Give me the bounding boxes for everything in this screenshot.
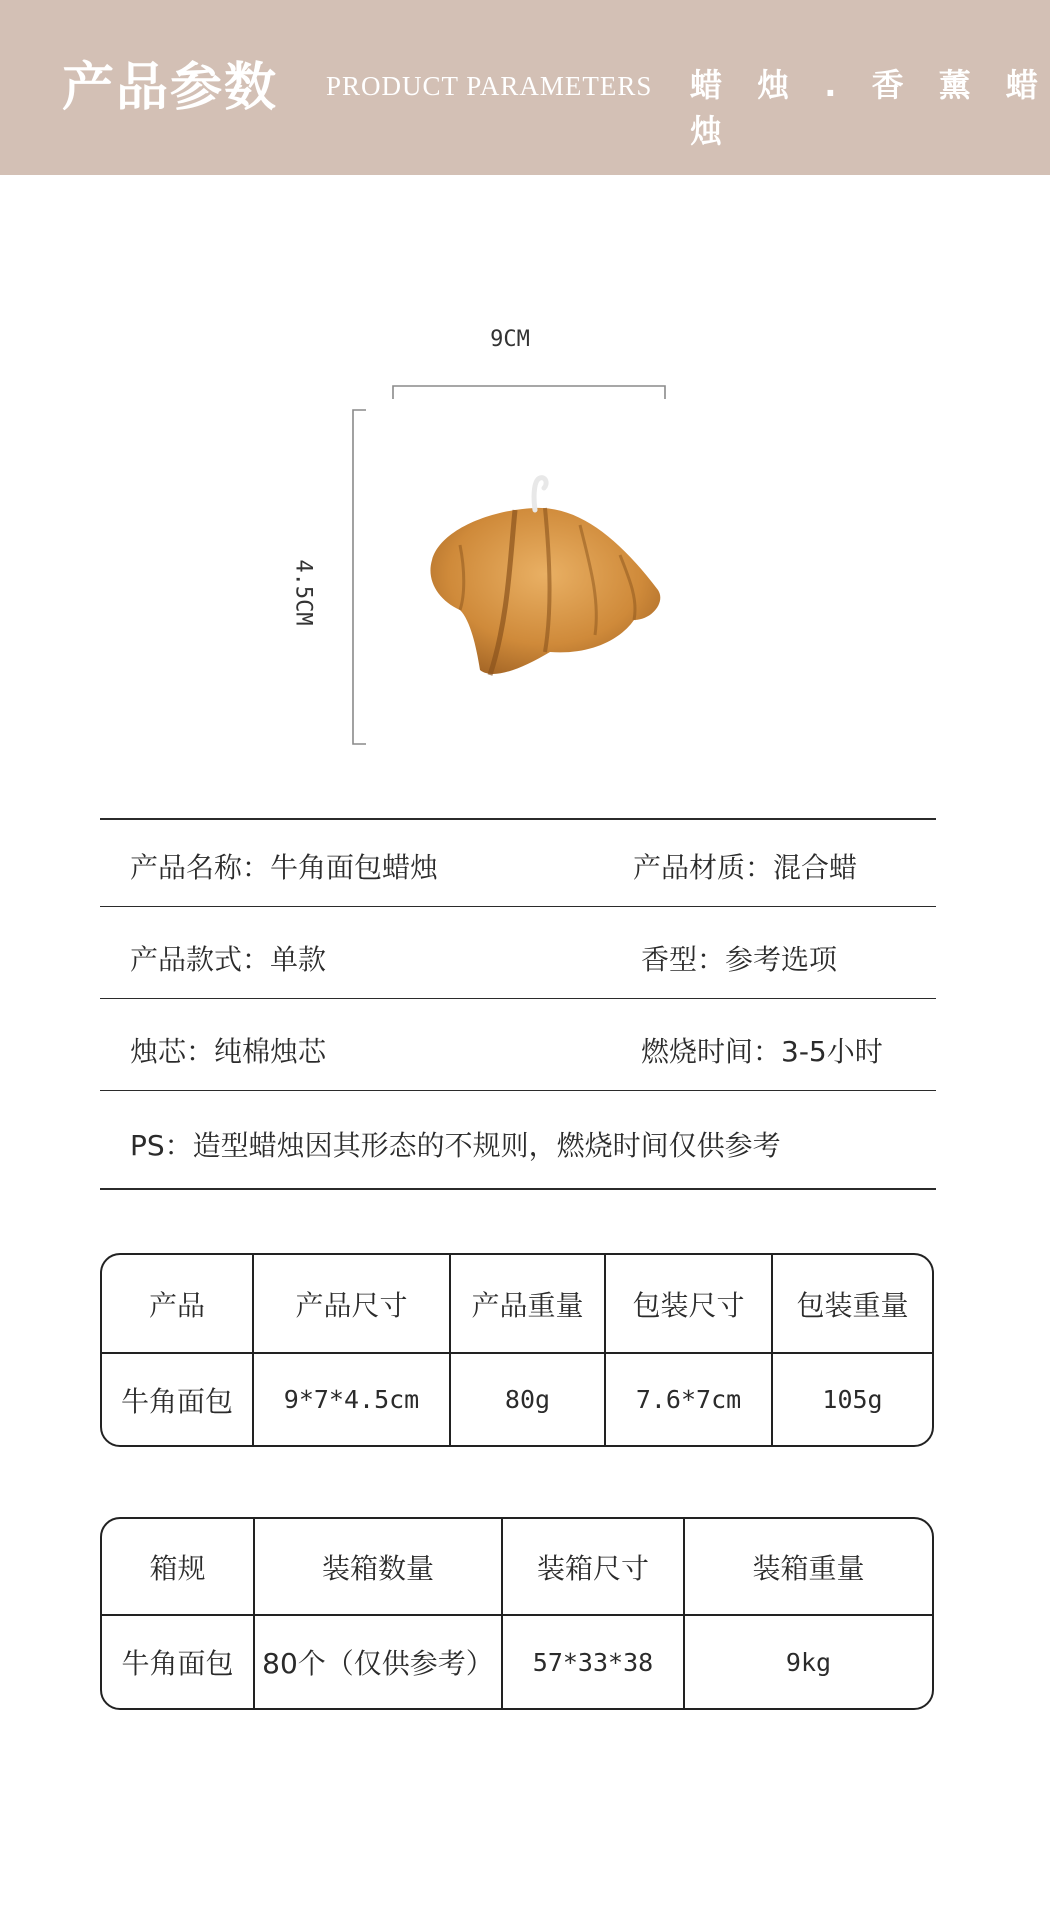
param-scent: 香型：参考选项 [641, 943, 838, 976]
table-header-cell: 箱规 [149, 1551, 206, 1585]
table-cell: 牛角面包 [121, 1647, 234, 1680]
croissant-candle-image [420, 470, 670, 690]
header-subtitle: PRODUCT PARAMETERS [326, 71, 653, 101]
params-rule [100, 1090, 936, 1091]
table-cell: 9kg [683, 1616, 932, 1708]
param-style: 产品款式：单款 [130, 943, 327, 976]
params-rule [100, 906, 936, 907]
table-header-row [102, 1519, 932, 1614]
table-header-cell: 装箱尺寸 [501, 1519, 683, 1614]
header-category: 蜡 烛 . 香 薰 蜡 烛 [690, 66, 1050, 150]
table-header-cell: 装箱重量 [683, 1519, 932, 1614]
param-product-name: 产品名称：牛角面包蜡烛 [130, 851, 439, 884]
param-wick: 烛芯：纯棉烛芯 [130, 1035, 327, 1068]
param-material: 产品材质：混合蜡 [633, 851, 858, 884]
table-header-cell: 产品 [148, 1288, 205, 1322]
carton-spec-table [100, 1517, 934, 1710]
header-title: 产品参数 [62, 58, 279, 118]
table-cell: 9*7*4.5cm [252, 1354, 449, 1445]
table-row [102, 1352, 932, 1445]
table-cell: 牛角面包 [120, 1384, 233, 1418]
product-spec-table [100, 1253, 934, 1447]
table-cell: 105g [771, 1354, 932, 1445]
table-row [102, 1614, 932, 1708]
table-header-cell: 包装重量 [771, 1255, 932, 1352]
table-cell: 80g [449, 1354, 604, 1445]
height-label: 4.5CM [290, 559, 316, 626]
table-header-row [102, 1255, 932, 1352]
param-burn-time: 燃烧时间：3-5小时 [641, 1035, 883, 1068]
table-header-cell: 装箱数量 [253, 1519, 501, 1614]
table-cell: 80个（仅供参考） [253, 1616, 501, 1708]
table-cell: 7.6*7cm [604, 1354, 771, 1445]
params-rule [100, 998, 936, 999]
params-top-rule [100, 818, 936, 820]
width-label: 9CM [490, 327, 530, 352]
params-bottom-rule [100, 1188, 936, 1190]
table-cell: 57*33*38 [501, 1616, 683, 1708]
param-note: PS：造型蜡烛因其形态的不规则，燃烧时间仅供参考 [130, 1129, 781, 1162]
table-header-cell: 产品重量 [449, 1255, 604, 1352]
table-header-cell: 产品尺寸 [252, 1255, 449, 1352]
table-header-cell: 包装尺寸 [604, 1255, 771, 1352]
